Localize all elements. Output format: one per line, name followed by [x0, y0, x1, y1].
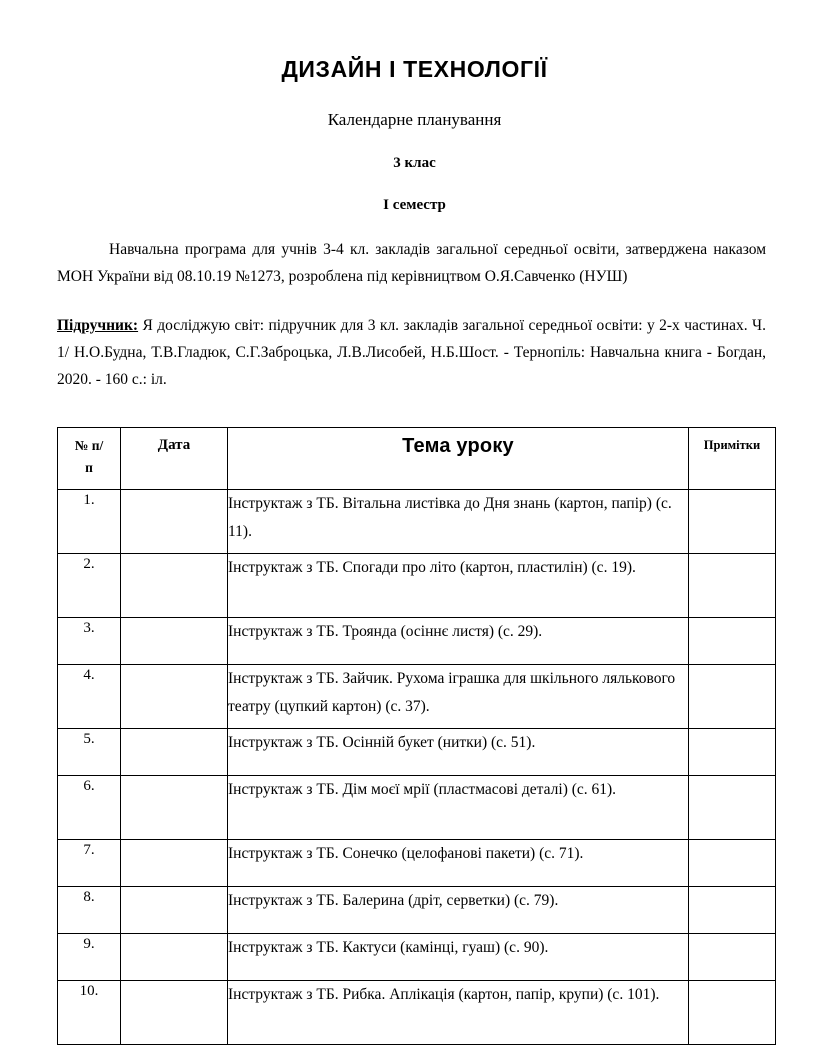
cell-lesson-number: 9. [58, 933, 121, 980]
cell-notes[interactable] [689, 728, 776, 775]
table-header [58, 427, 776, 489]
cell-lesson-topic: Інструктаж з ТБ. Спогади про літо (картон, пластилін) (с. 19). [228, 553, 689, 617]
cell-date[interactable] [121, 617, 228, 664]
cell-notes[interactable] [689, 664, 776, 728]
cell-date[interactable] [121, 489, 228, 553]
column-header-number-line1: № п/ [74, 437, 104, 453]
table-row [58, 664, 776, 728]
cell-lesson-number: 2. [58, 553, 121, 617]
cell-lesson-number: 7. [58, 839, 121, 886]
cell-notes[interactable] [689, 775, 776, 839]
cell-date[interactable] [121, 728, 228, 775]
page-title: ДИЗАЙН І ТЕХНОЛОГІЇ [281, 56, 548, 82]
cell-lesson-number: 1. [58, 489, 121, 553]
lesson-plan-table [57, 427, 776, 1045]
table-body [58, 489, 776, 1044]
cell-lesson-number: 5. [58, 728, 121, 775]
column-header-number-line2: п [85, 459, 93, 475]
table-row [58, 728, 776, 775]
column-header-topic: Тема уроку [228, 427, 689, 489]
cell-lesson-topic: Інструктаж з ТБ. Троянда (осіннє листя) (с. 29). [228, 617, 689, 664]
cell-notes[interactable] [689, 553, 776, 617]
cell-lesson-topic: Інструктаж з ТБ. Осінній букет (нитки) (с. 51). [228, 728, 689, 775]
cell-lesson-number: 10. [58, 980, 121, 1044]
grade-label: 3 клас [393, 154, 436, 171]
table-row [58, 980, 776, 1044]
cell-notes[interactable] [689, 839, 776, 886]
cell-lesson-topic: Інструктаж з ТБ. Рибка. Аплікація (картон, папір, крупи) (с. 101). [228, 980, 689, 1044]
cell-notes[interactable] [689, 980, 776, 1044]
table-row [58, 617, 776, 664]
cell-lesson-number: 3. [58, 617, 121, 664]
column-header-number [58, 427, 121, 489]
table-row [58, 775, 776, 839]
cell-date[interactable] [121, 775, 228, 839]
cell-lesson-topic: Інструктаж з ТБ. Вітальна листівка до Дня знань (картон, папір) (с. 11). [228, 489, 689, 553]
document-subtitle: Календарне планування [327, 109, 502, 129]
table-row [58, 933, 776, 980]
program-paragraph: Навчальна програма для учнів 3-4 кл. закладів загальної середньої освіти, затверджена наказом МОН України від 08.10.19 №1273, розроблена під керівництвом О.Я.Савченко (НУШ) [57, 240, 766, 285]
cell-lesson-topic: Інструктаж з ТБ. Балерина (дріт, серветки) (с. 79). [228, 886, 689, 933]
cell-notes[interactable] [689, 489, 776, 553]
column-header-number-inner [58, 428, 120, 479]
cell-notes[interactable] [689, 886, 776, 933]
table-header-row [58, 427, 776, 489]
textbook-paragraph [57, 312, 772, 393]
table-row [58, 489, 776, 553]
table-row [58, 886, 776, 933]
cell-lesson-topic: Інструктаж з ТБ. Кактуси (камінці, гуаш) (с. 90). [228, 933, 689, 980]
cell-lesson-number: 6. [58, 775, 121, 839]
cell-notes[interactable] [689, 933, 776, 980]
textbook-text: Я досліджую світ: підручник для 3 кл. закладів загальної середньої освіти: у 2-х частинах. Ч. 1/ Н.О.Будна, Т.В.Гладюк, С.Г.Заброцька, Л.В.Лисобей, Н.Б.Шост. - Тернопіль: Навчальна книга - Богдан, 2020. - 160 с.: іл. [57, 316, 766, 388]
cell-date[interactable] [121, 933, 228, 980]
cell-notes[interactable] [689, 617, 776, 664]
term-label: І семестр [383, 196, 446, 213]
cell-date[interactable] [121, 839, 228, 886]
cell-lesson-topic: Інструктаж з ТБ. Сонечко (целофанові пакети) (с. 71). [228, 839, 689, 886]
cell-date[interactable] [121, 980, 228, 1044]
table-row [58, 839, 776, 886]
column-header-date: Дата [121, 427, 228, 489]
textbook-label: Підручник: [57, 316, 139, 334]
cell-date[interactable] [121, 553, 228, 617]
cell-lesson-topic: Інструктаж з ТБ. Дім моєї мрії (пластмасові деталі) (с. 61). [228, 775, 689, 839]
cell-lesson-number: 8. [58, 886, 121, 933]
cell-date[interactable] [121, 886, 228, 933]
cell-lesson-topic: Інструктаж з ТБ. Зайчик. Рухома іграшка для шкільного лялькового театру (цупкий картон) (с. 37). [228, 664, 689, 728]
cell-date[interactable] [121, 664, 228, 728]
column-header-notes: Примітки [689, 427, 776, 489]
cell-lesson-number: 4. [58, 664, 121, 728]
table-row [58, 553, 776, 617]
